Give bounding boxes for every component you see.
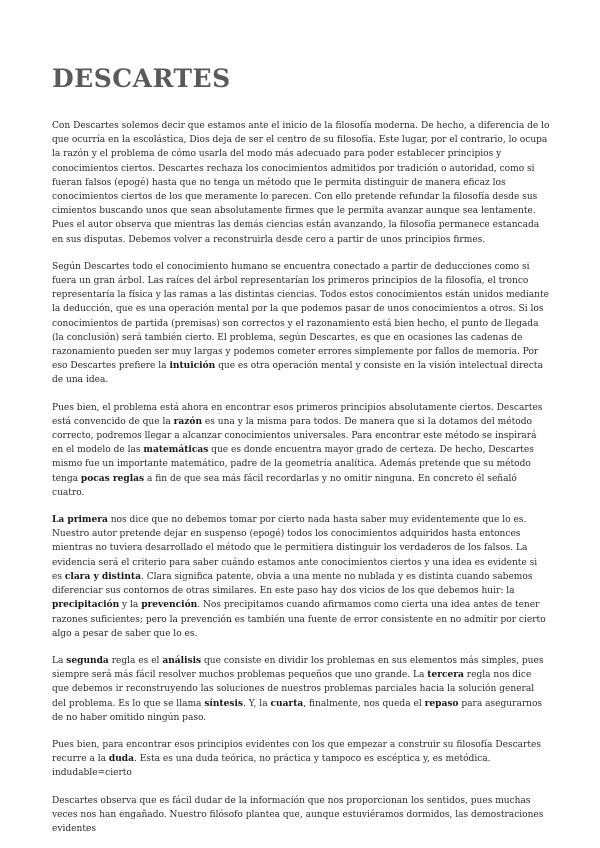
- text-run: , finalmente, nos queda el: [303, 698, 425, 709]
- bold-term: repaso: [424, 698, 459, 709]
- document-body: [52, 119, 550, 836]
- text-run: . Esta es una duda teórica, no práctica y tampoco es escéptica y, es metódica. indudable=cierto: [52, 754, 491, 779]
- bold-term: tercera: [427, 670, 464, 681]
- text-run: nos dice que no debemos tomar por cierto nada hasta saber muy evidentemente que lo es. Nuestro autor pretende dejar en suspenso (epogé) todos los conocimientos adquiridos hasta entonces mientras no tuviera desarrollado el método que le permitiera distinguir los verdaderos de los falsos. La evidencia será el criterio para saber cuándo estamos ante conocimientos ciertos y una idea es evidente si es: [52, 515, 538, 582]
- text-run: La: [52, 655, 67, 666]
- text-run: a fin de que sea más fácil recordarlas y no omitir ninguna. En concreto él señaló cuatro.: [52, 473, 517, 498]
- bold-term: pocas reglas: [80, 473, 145, 484]
- document-title: DESCARTES: [52, 64, 231, 93]
- paragraph: [52, 654, 550, 725]
- bold-term: prevención: [141, 600, 198, 611]
- text-run: que consiste en dividir los problemas en sus elementos más simples, pues siempre será más fácil resolver muchos problemas pequeños que uno grande. La: [52, 655, 544, 681]
- bold-term: La primera: [52, 515, 108, 526]
- text-run: para asegurarnos de no haber omitido ningún paso.: [52, 698, 543, 723]
- bold-term: matemáticas: [143, 445, 209, 456]
- text-run: Según Descartes todo el conocimiento humano se encuentra conectado a partir de deducciones como si fuera un gran árbol. Las raíces del árbol representarían los primeros principios de la filosofía, el tronco representaría la física y las ramas a las distintas ciencias. Todos estos conocimientos están unidos mediante la deducción, que es una operación mental por la que podemos pasar de unos conocimientos a otros. Si los conocimientos de partida (premisas) son correctos y el razonamiento está bien hecho, el punto de llegada (la conclusión) será también cierto. El problema, según Descartes, es que en ocasiones las cadenas de razonamiento pueden ser muy largas y podemos cometer errores simplemente por fallos de memoria. Por eso Descartes prefiere la: [52, 261, 549, 372]
- bold-term: razón: [173, 416, 203, 427]
- text-run: Con Descartes solemos decir que estamos ante el inicio de la filosofía moderna. De hecho, a diferencia de lo que ocurría en la escolástica, Dios deja de ser el centro de su filosofía. Este lugar, por el contrario, lo ocupa la razón y el problema de cómo usarla del modo más adecuado para poder establecer principios y conocimientos ciertos. Descartes rechaza los conocimientos admitidos por tradición o autoridad, como si fueran falsos (epogé) hasta que no tenga un método que le permita distinguir de manera eficaz los conocimientos ciertos de los que meramente lo parecen. Con ello pretende refundar la filosofía desde sus cimientos buscando unos que sean absolutamente firmes que le permita avanzar aunque sea lentamente. Pues el autor observa que mientras las demás ciencias están avanzando, la filosofía permanece estancada en sus disputas. Debemos volver a reconstruirla desde cero a partir de unos principios firmes.: [52, 121, 550, 245]
- text-run: . Nos precipitamos cuando afirmamos como cierta una idea antes de tener razones suficientes; pero la prevención es también una fuente de error consistente en no admitir por cierto algo a pesar de saber que lo es.: [52, 600, 546, 639]
- text-run: Pues bien, el problema está ahora en encontrar esos primeros principios absolutamente ciertos. Descartes está convencido de que la: [52, 402, 543, 427]
- paragraph: [52, 260, 550, 388]
- paragraph: [52, 513, 550, 641]
- text-run: es una y la misma para todos. De manera que si la dotamos del método correcto, podremos llegar a alcanzar conocimientos universales. Para encontrar este método se inspirará en el modelo de las: [52, 416, 537, 456]
- bold-term: precipitación: [52, 600, 120, 611]
- paragraph: [52, 401, 550, 500]
- text-run: y la: [119, 600, 142, 611]
- paragraph: [52, 794, 550, 837]
- bold-term: intuición: [169, 361, 216, 372]
- text-run: regla es el: [108, 655, 163, 666]
- bold-term: clara y distinta: [64, 571, 141, 582]
- bold-term: análisis: [162, 655, 202, 666]
- bold-term: segunda: [66, 655, 109, 666]
- bold-term: cuarta: [270, 698, 304, 709]
- paragraph: [52, 119, 550, 247]
- text-run: . Clara significa patente, obvia a una mente no nublada y es distinta cuando sabemos diferenciar sus contornos de otras similares. En este paso hay dos vicios de los que debemos huir: la: [52, 571, 533, 597]
- text-run: Descartes observa que es fácil dudar de la información que nos proporcionan los sentidos, pues muchas veces nos han engañado. Nuestro filósofo plantea que, aunque estuviéramos dormidos, las demostraciones evidentes: [52, 795, 544, 834]
- bold-term: duda: [108, 754, 134, 765]
- text-run: regla nos dice que debemos ir reconstruyendo las soluciones de nuestros problemas parciales hacia la solución general del problema. Es lo que se llama: [52, 670, 535, 709]
- bold-term: síntesis: [204, 698, 243, 709]
- paragraph: [52, 738, 550, 781]
- text-run: que es otra operación mental y consiste en la visión intelectual directa de una idea.: [52, 361, 543, 386]
- text-run: . Y, la: [243, 698, 271, 709]
- text-run: Pues bien, para encontrar esos principios evidentes con los que empezar a construir su filosofía Descartes recurre a la: [52, 739, 541, 765]
- text-run: que es donde encuentra mayor grado de certeza. De hecho, Descartes mismo fue un importante matemático, padre de la geometría analítica. Además pretende que su método tenga: [52, 445, 534, 484]
